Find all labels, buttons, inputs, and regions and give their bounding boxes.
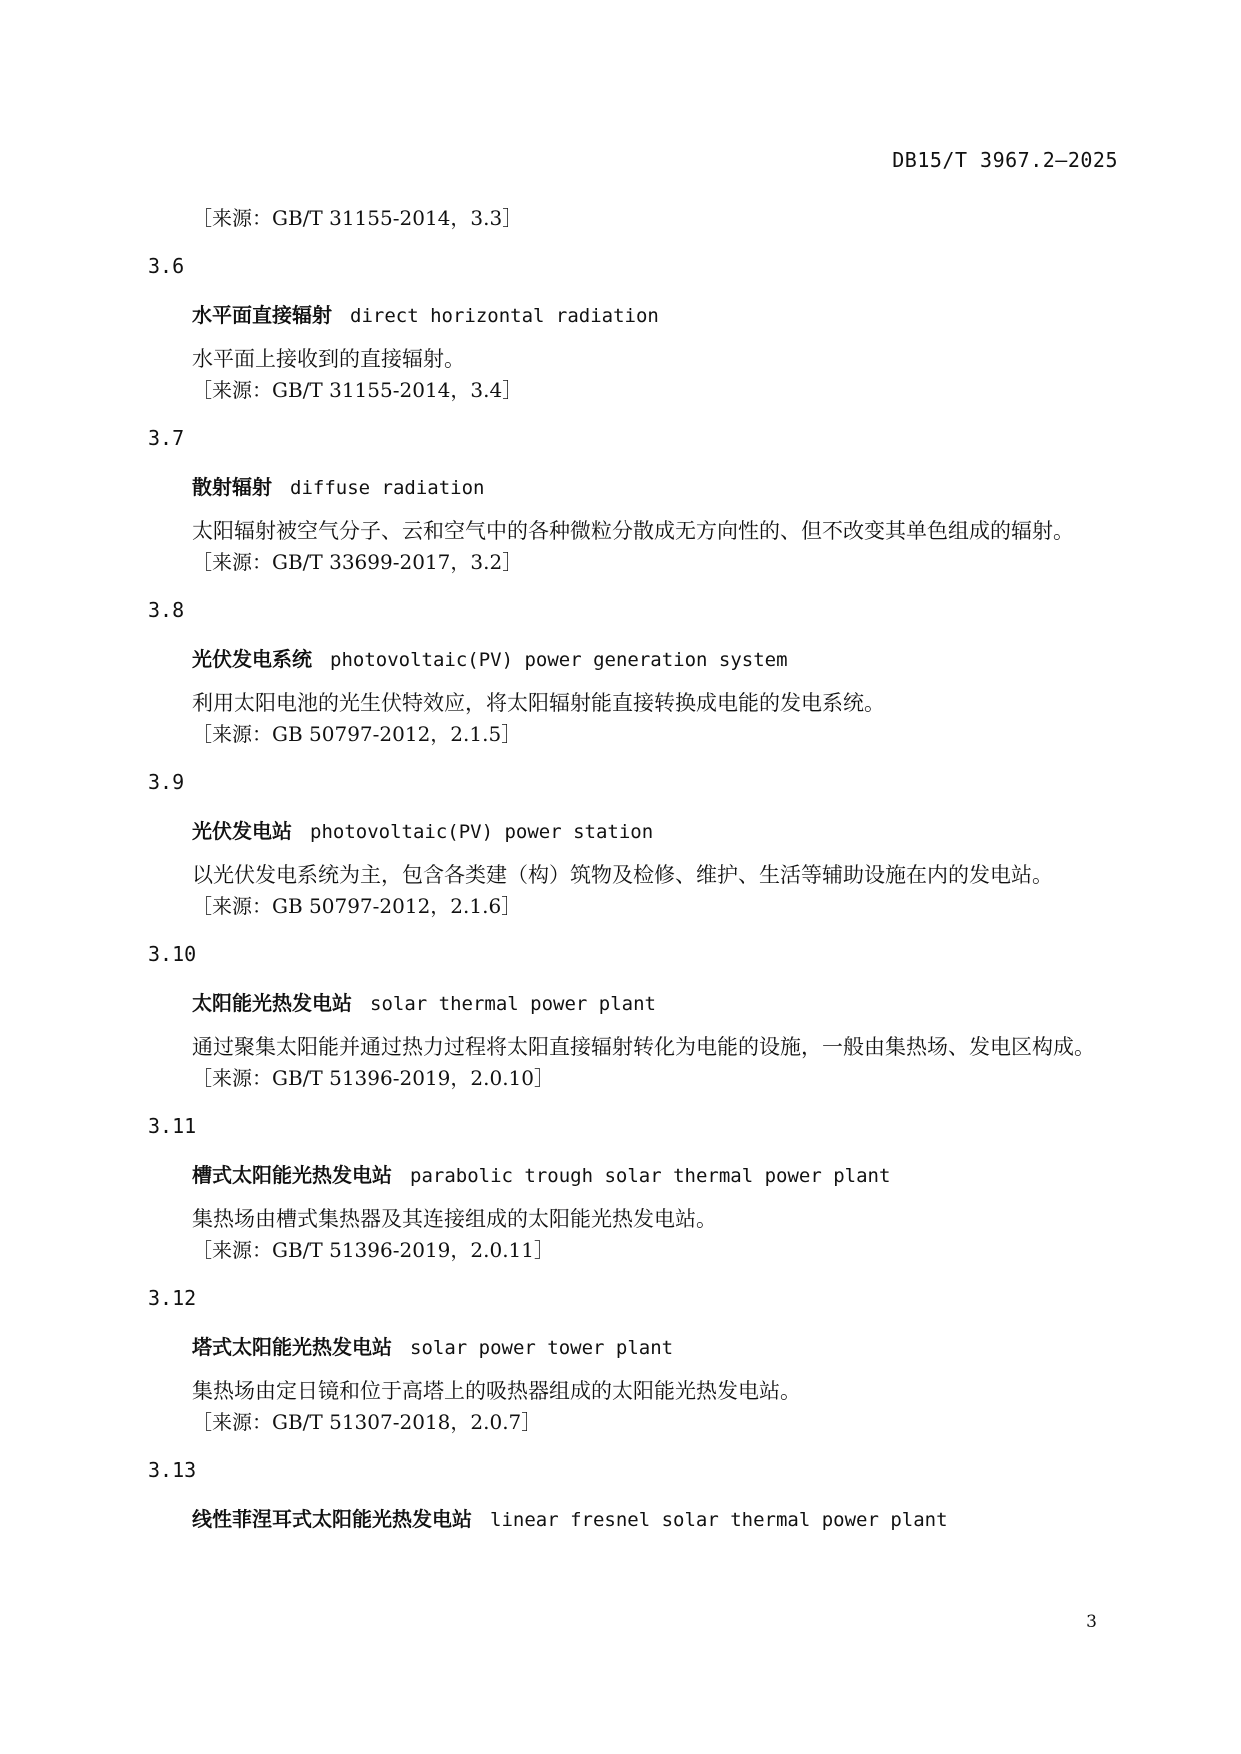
entry-number: 3.7 <box>148 426 185 450</box>
term-entry <box>148 1284 1128 1438</box>
page-number: 3 <box>1086 1612 1097 1632</box>
term-heading <box>192 1160 1128 1190</box>
source-reference: ［来源：GB/T 31155-2014，3.3］ <box>192 206 523 230</box>
term-definition: 利用太阳电池的光生伏特效应，将太阳辐射能直接转换成电能的发电系统。 <box>192 691 885 715</box>
term-english: photovoltaic(PV) power generation system <box>330 649 788 671</box>
terms-section <box>148 203 1128 1548</box>
term-english: solar power tower plant <box>410 1337 674 1359</box>
term-english: diffuse radiation <box>290 477 485 499</box>
term-entry <box>148 596 1128 750</box>
term-heading <box>192 1504 1128 1534</box>
term-entry <box>148 424 1128 578</box>
term-chinese: 槽式太阳能光热发电站 <box>192 1163 392 1187</box>
entry-number: 3.13 <box>148 1458 197 1482</box>
term-heading <box>192 300 1128 330</box>
entry-number: 3.10 <box>148 942 197 966</box>
term-chinese: 太阳能光热发电站 <box>192 991 352 1015</box>
term-entry <box>148 1456 1128 1534</box>
term-chinese: 塔式太阳能光热发电站 <box>192 1335 392 1359</box>
term-chinese: 线性菲涅耳式太阳能光热发电站 <box>192 1507 472 1531</box>
source-reference: ［来源：GB/T 33699-2017，3.2］ <box>192 550 523 574</box>
source-reference: ［来源：GB/T 31155-2014，3.4］ <box>192 378 523 402</box>
term-heading <box>192 644 1128 674</box>
term-english: parabolic trough solar thermal power plant <box>410 1165 891 1187</box>
term-chinese: 光伏发电站 <box>192 819 292 843</box>
term-heading <box>192 988 1128 1018</box>
term-english: solar thermal power plant <box>370 993 656 1015</box>
source-reference: ［来源：GB 50797-2012，2.1.5］ <box>192 722 522 746</box>
term-entry <box>148 940 1128 1094</box>
term-entry <box>148 1112 1128 1266</box>
term-heading <box>192 1332 1128 1362</box>
term-chinese: 水平面直接辐射 <box>192 303 332 327</box>
term-chinese: 光伏发电系统 <box>192 647 312 671</box>
entry-number: 3.9 <box>148 770 185 794</box>
term-definition: 以光伏发电系统为主，包含各类建（构）筑物及检修、维护、生活等辅助设施在内的发电站。 <box>192 863 1053 887</box>
term-english: photovoltaic(PV) power station <box>310 821 654 843</box>
source-reference: ［来源：GB/T 51307-2018，2.0.7］ <box>192 1410 542 1434</box>
term-english: direct horizontal radiation <box>350 305 659 327</box>
term-heading <box>192 816 1128 846</box>
term-english: linear fresnel solar thermal power plant <box>490 1509 948 1531</box>
term-definition: 水平面上接收到的直接辐射。 <box>192 347 465 371</box>
entry-number: 3.6 <box>148 254 185 278</box>
term-heading <box>192 472 1128 502</box>
document-id-header: DB15/T 3967.2—2025 <box>892 148 1118 172</box>
term-definition: 集热场由定日镜和位于高塔上的吸热器组成的太阳能光热发电站。 <box>192 1379 801 1403</box>
entry-number: 3.12 <box>148 1286 197 1310</box>
source-reference: ［来源：GB/T 51396-2019，2.0.11］ <box>192 1238 555 1262</box>
source-reference: ［来源：GB/T 51396-2019，2.0.10］ <box>192 1066 555 1090</box>
entry-number: 3.11 <box>148 1114 197 1138</box>
term-definition: 太阳辐射被空气分子、云和空气中的各种微粒分散成无方向性的、但不改变其单色组成的辐射。 <box>192 519 1074 543</box>
term-definition: 通过聚集太阳能并通过热力过程将太阳直接辐射转化为电能的设施，一般由集热场、发电区构成。 <box>192 1035 1095 1059</box>
entry-number: 3.8 <box>148 598 185 622</box>
term-entry <box>148 768 1128 922</box>
term-chinese: 散射辐射 <box>192 475 272 499</box>
source-reference: ［来源：GB 50797-2012，2.1.6］ <box>192 894 522 918</box>
term-definition: 集热场由槽式集热器及其连接组成的太阳能光热发电站。 <box>192 1207 717 1231</box>
term-entry <box>148 252 1128 406</box>
